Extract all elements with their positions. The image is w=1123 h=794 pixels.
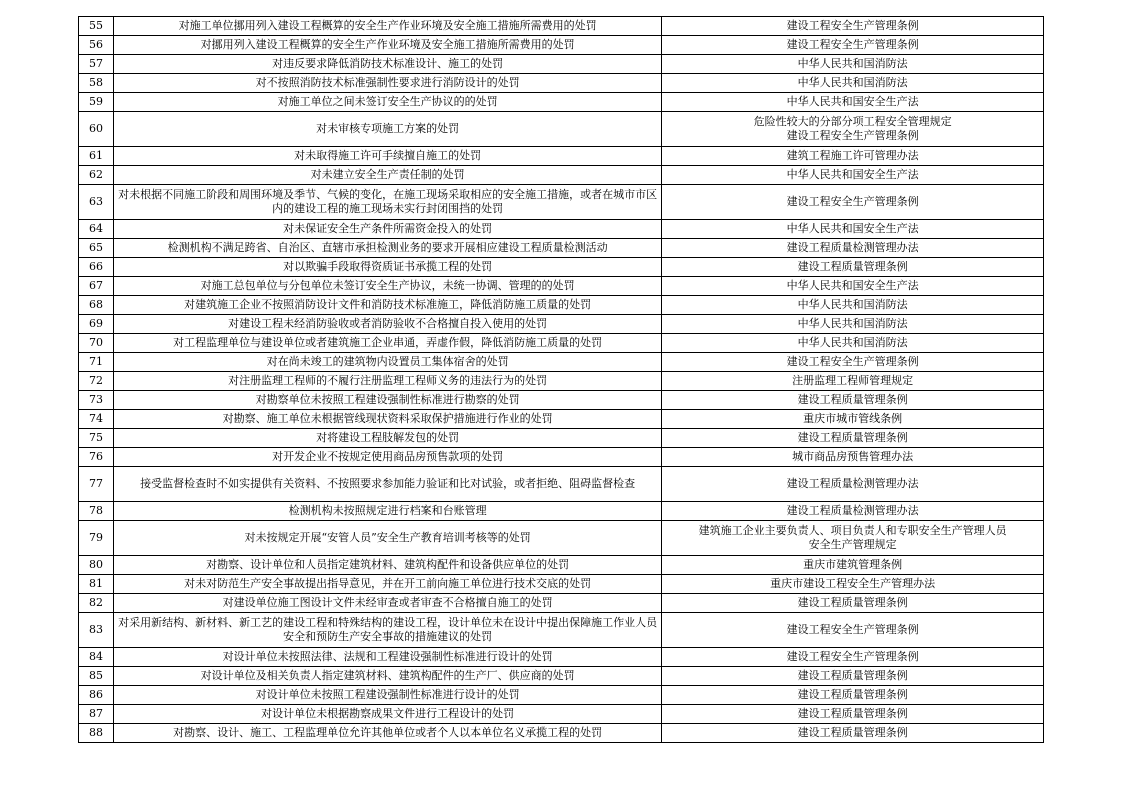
legal-basis: 重庆市建设工程安全生产管理办法: [770, 577, 936, 590]
row-number: 61: [79, 147, 114, 166]
legal-basis: 建设工程质量管理条例: [797, 431, 908, 444]
table-row: [79, 185, 1044, 220]
legal-basis: 建设工程质量管理条例: [797, 596, 908, 609]
row-number: 57: [79, 55, 114, 74]
table-row: [79, 648, 1044, 667]
table-row: [79, 239, 1044, 258]
table-row: [79, 55, 1044, 74]
row-number: 64: [79, 220, 114, 239]
row-number: 63: [79, 185, 114, 220]
table-row: [79, 74, 1044, 93]
row-number: 59: [79, 93, 114, 112]
table-row: [79, 448, 1044, 467]
penalty-item: 对工程监理单位与建设单位或者建筑施工企业串通，弄虚作假，降低消防施工质量的处罚: [114, 334, 662, 353]
legal-basis: 中华人民共和国安全生产法: [786, 279, 919, 292]
legal-basis-cell: [662, 112, 1044, 147]
legal-basis-cell: [662, 185, 1044, 220]
legal-basis: 建设工程质量管理条例: [797, 393, 908, 406]
legal-basis: 重庆市建筑管理条例: [803, 558, 903, 571]
legal-basis: 建设工程安全生产管理条例: [786, 623, 919, 636]
legal-basis-cell: [662, 648, 1044, 667]
penalty-item: 对建设单位施工图设计文件未经审查或者审查不合格擅自施工的处罚: [114, 594, 662, 613]
row-number: 86: [79, 686, 114, 705]
legal-basis-cell: [662, 556, 1044, 575]
table-row: [79, 575, 1044, 594]
row-number: 87: [79, 705, 114, 724]
table-row: [79, 17, 1044, 36]
legal-basis: 建设工程质量管理条例: [797, 260, 908, 273]
row-number: 73: [79, 391, 114, 410]
legal-basis-cell: [662, 220, 1044, 239]
table-row: [79, 220, 1044, 239]
table-row: [79, 112, 1044, 147]
legal-basis: 中华人民共和国消防法: [797, 298, 908, 311]
penalty-item: 对以欺骗手段取得资质证书承揽工程的处罚: [114, 258, 662, 277]
legal-basis: 建设工程质量检测管理办法: [786, 241, 919, 254]
legal-basis-secondary: 建设工程安全生产管理条例: [786, 129, 919, 142]
row-number: 72: [79, 372, 114, 391]
legal-basis-cell: [662, 372, 1044, 391]
table-row: [79, 36, 1044, 55]
table-row: [79, 724, 1044, 743]
table-row: [79, 502, 1044, 521]
penalty-item: 对勘察、设计单位和人员指定建筑材料、建筑构配件和设备供应单位的处罚: [114, 556, 662, 575]
row-number: 62: [79, 166, 114, 185]
row-number: 75: [79, 429, 114, 448]
penalty-table: [78, 16, 1044, 743]
table-row: [79, 166, 1044, 185]
row-number: 68: [79, 296, 114, 315]
table-row: [79, 686, 1044, 705]
legal-basis-secondary: 安全生产管理规定: [808, 538, 897, 551]
row-number: 71: [79, 353, 114, 372]
legal-basis: 中华人民共和国安全生产法: [786, 168, 919, 181]
legal-basis: 建设工程质量管理条例: [797, 669, 908, 682]
table-row: [79, 334, 1044, 353]
row-number: 74: [79, 410, 114, 429]
legal-basis-cell: [662, 429, 1044, 448]
legal-basis: 城市商品房预售管理办法: [792, 450, 914, 463]
legal-basis: 建设工程安全生产管理条例: [786, 355, 919, 368]
penalty-item: 对挪用列入建设工程概算的安全生产作业环境及安全施工措施所需费用的处罚: [114, 36, 662, 55]
legal-basis-cell: [662, 502, 1044, 521]
penalty-item: 接受监督检查时不如实提供有关资料、不按照要求参加能力验证和比对试验，或者拒绝、阻碍监督检查: [114, 467, 662, 502]
row-number: 65: [79, 239, 114, 258]
table-row: [79, 315, 1044, 334]
legal-basis: 中华人民共和国消防法: [797, 76, 908, 89]
penalty-item: 对将建设工程肢解发包的处罚: [114, 429, 662, 448]
penalty-item: 对未按规定开展“安管人员”安全生产教育培训考核等的处罚: [114, 521, 662, 556]
legal-basis-cell: [662, 613, 1044, 648]
table-row: [79, 556, 1044, 575]
legal-basis-cell: [662, 277, 1044, 296]
penalty-item: 对勘察、设计、施工、工程监理单位允许其他单位或者个人以本单位名义承揽工程的处罚: [114, 724, 662, 743]
legal-basis-cell: [662, 724, 1044, 743]
legal-basis-cell: [662, 74, 1044, 93]
penalty-item: 对采用新结构、新材料、新工艺的建设工程和特殊结构的建设工程，设计单位未在设计中提出保障施工作业人员安全和预防生产安全事故的措施建议的处罚: [114, 613, 662, 648]
table-row: [79, 594, 1044, 613]
row-number: 84: [79, 648, 114, 667]
legal-basis-cell: [662, 575, 1044, 594]
legal-basis: 建设工程质量检测管理办法: [786, 477, 919, 490]
penalty-item: 对建筑施工企业不按照消防设计文件和消防技术标准施工，降低消防施工质量的处罚: [114, 296, 662, 315]
penalty-item: 对勘察、施工单位未根据管线现状资料采取保护措施进行作业的处罚: [114, 410, 662, 429]
penalty-item: 对开发企业不按规定使用商品房预售款项的处罚: [114, 448, 662, 467]
penalty-item: 对在尚未竣工的建筑物内设置员工集体宿舍的处罚: [114, 353, 662, 372]
table-row: [79, 372, 1044, 391]
table-row: [79, 93, 1044, 112]
table-row: [79, 521, 1044, 556]
table-row: [79, 258, 1044, 277]
table-row: [79, 353, 1044, 372]
penalty-item: 对注册监理工程师的不履行注册监理工程师义务的违法行为的处罚: [114, 372, 662, 391]
table-row: [79, 429, 1044, 448]
penalty-item: 对未根据不同施工阶段和周围环境及季节、气候的变化，在施工现场采取相应的安全施工措施，或者在城市市区内的建设工程的施工现场未实行封闭围挡的处罚: [114, 185, 662, 220]
legal-basis-cell: [662, 467, 1044, 502]
legal-basis: 中华人民共和国安全生产法: [786, 95, 919, 108]
row-number: 70: [79, 334, 114, 353]
legal-basis: 建设工程安全生产管理条例: [786, 38, 919, 51]
row-number: 78: [79, 502, 114, 521]
legal-basis-cell: [662, 686, 1044, 705]
penalty-item: 对设计单位未按照工程建设强制性标准进行设计的处罚: [114, 686, 662, 705]
penalty-item: 对施工单位挪用列入建设工程概算的安全生产作业环境及安全施工措施所需费用的处罚: [114, 17, 662, 36]
penalty-item: 对建设工程未经消防验收或者消防验收不合格擅自投入使用的处罚: [114, 315, 662, 334]
table-row: [79, 296, 1044, 315]
legal-basis: 建筑施工企业主要负责人、项目负责人和专职安全生产管理人员: [698, 524, 1007, 537]
row-number: 66: [79, 258, 114, 277]
legal-basis-cell: [662, 55, 1044, 74]
penalty-item: 检测机构未按照规定进行档案和台账管理: [114, 502, 662, 521]
row-number: 81: [79, 575, 114, 594]
penalty-item: 对违反要求降低消防技术标准设计、施工的处罚: [114, 55, 662, 74]
legal-basis-cell: [662, 410, 1044, 429]
row-number: 67: [79, 277, 114, 296]
legal-basis: 建设工程安全生产管理条例: [786, 650, 919, 663]
legal-basis-cell: [662, 93, 1044, 112]
penalty-item: 对设计单位未按照法律、法规和工程建设强制性标准进行设计的处罚: [114, 648, 662, 667]
row-number: 77: [79, 467, 114, 502]
table-row: [79, 277, 1044, 296]
legal-basis: 建设工程质量管理条例: [797, 688, 908, 701]
penalty-item: 对未建立安全生产责任制的处罚: [114, 166, 662, 185]
penalty-item: 对不按照消防技术标准强制性要求进行消防设计的处罚: [114, 74, 662, 93]
row-number: 85: [79, 667, 114, 686]
row-number: 56: [79, 36, 114, 55]
legal-basis-cell: [662, 36, 1044, 55]
row-number: 60: [79, 112, 114, 147]
table-row: [79, 147, 1044, 166]
penalty-item: 对未对防范生产安全事故提出指导意见，并在开工前向施工单位进行技术交底的处罚: [114, 575, 662, 594]
penalty-item: 对未审核专项施工方案的处罚: [114, 112, 662, 147]
legal-basis: 中华人民共和国消防法: [797, 336, 908, 349]
legal-basis-cell: [662, 315, 1044, 334]
row-number: 55: [79, 17, 114, 36]
row-number: 58: [79, 74, 114, 93]
legal-basis-cell: [662, 147, 1044, 166]
legal-basis-cell: [662, 667, 1044, 686]
penalty-item: 对设计单位及相关负责人指定建筑材料、建筑构配件的生产厂、供应商的处罚: [114, 667, 662, 686]
legal-basis: 重庆市城市管线条例: [803, 412, 903, 425]
legal-basis: 注册监理工程师管理规定: [792, 374, 914, 387]
legal-basis-cell: [662, 521, 1044, 556]
legal-basis-cell: [662, 334, 1044, 353]
table-row: [79, 467, 1044, 502]
legal-basis: 中华人民共和国消防法: [797, 317, 908, 330]
penalty-item: 对设计单位未根据勘察成果文件进行工程设计的处罚: [114, 705, 662, 724]
penalty-item: 对未取得施工许可手续擅自施工的处罚: [114, 147, 662, 166]
table-row: [79, 613, 1044, 648]
legal-basis-cell: [662, 239, 1044, 258]
legal-basis-cell: [662, 17, 1044, 36]
legal-basis-cell: [662, 594, 1044, 613]
legal-basis-cell: [662, 296, 1044, 315]
penalty-item: 对施工总包单位与分包单位未签订安全生产协议，未统一协调、管理的的处罚: [114, 277, 662, 296]
penalty-item: 检测机构不满足跨省、自治区、直辖市承担检测业务的要求开展相应建设工程质量检测活动: [114, 239, 662, 258]
row-number: 79: [79, 521, 114, 556]
row-number: 76: [79, 448, 114, 467]
legal-basis-cell: [662, 391, 1044, 410]
legal-basis: 建设工程安全生产管理条例: [786, 19, 919, 32]
legal-basis: 建设工程质量检测管理办法: [786, 504, 919, 517]
legal-basis: 建设工程质量管理条例: [797, 726, 908, 739]
table-row: [79, 391, 1044, 410]
row-number: 69: [79, 315, 114, 334]
table-row: [79, 667, 1044, 686]
penalty-item: 对勘察单位未按照工程建设强制性标准进行勘察的处罚: [114, 391, 662, 410]
row-number: 82: [79, 594, 114, 613]
legal-basis: 中华人民共和国消防法: [797, 57, 908, 70]
penalty-item: 对施工单位之间未签订安全生产协议的的处罚: [114, 93, 662, 112]
legal-basis: 建设工程质量管理条例: [797, 707, 908, 720]
legal-basis-cell: [662, 258, 1044, 277]
row-number: 88: [79, 724, 114, 743]
legal-basis-cell: [662, 448, 1044, 467]
table-row: [79, 705, 1044, 724]
table-row: [79, 410, 1044, 429]
legal-basis: 建设工程安全生产管理条例: [786, 195, 919, 208]
legal-basis: 建筑工程施工许可管理办法: [786, 149, 919, 162]
legal-basis-cell: [662, 353, 1044, 372]
row-number: 83: [79, 613, 114, 648]
penalty-item: 对未保证安全生产条件所需资金投入的处罚: [114, 220, 662, 239]
legal-basis-cell: [662, 705, 1044, 724]
legal-basis: 危险性较大的分部分项工程安全管理规定: [753, 115, 952, 128]
legal-basis: 中华人民共和国安全生产法: [786, 222, 919, 235]
penalty-table-body: [79, 17, 1044, 743]
legal-basis-cell: [662, 166, 1044, 185]
row-number: 80: [79, 556, 114, 575]
